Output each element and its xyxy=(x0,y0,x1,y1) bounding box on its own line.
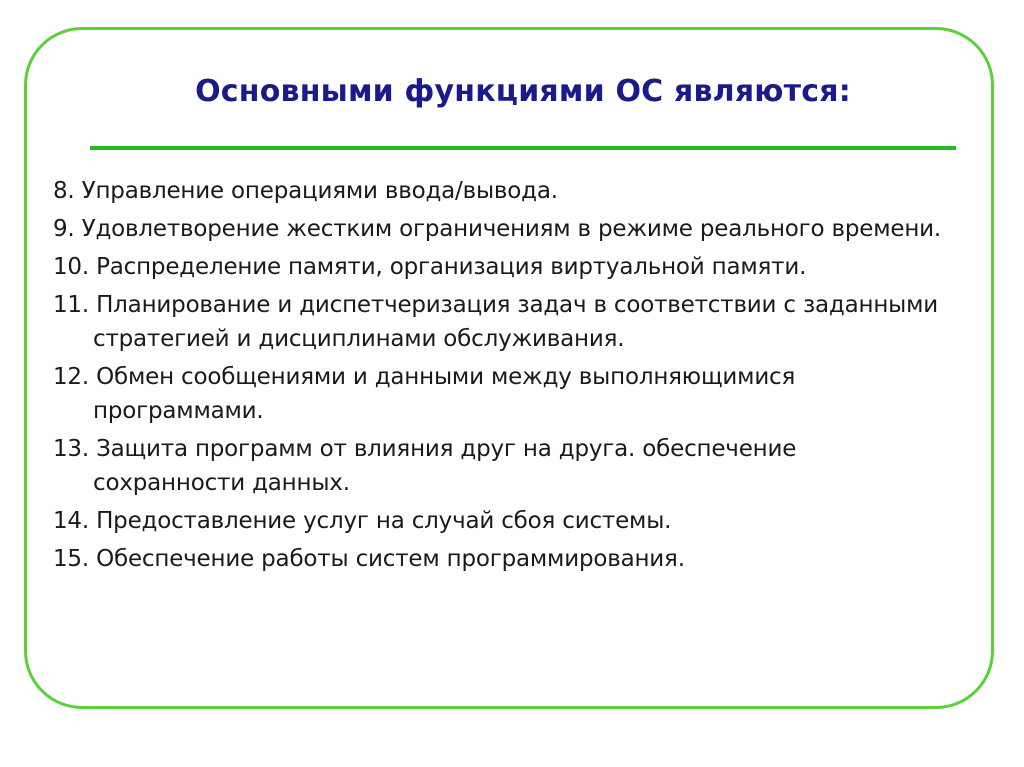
functions-list xyxy=(53,174,953,580)
slide-title: Основными функциями ОС являются: xyxy=(195,74,851,109)
list-item: 14. Предоставление услуг на случай сбоя системы. xyxy=(53,508,672,534)
list-item: 12. Обмен сообщениями и данными между выполняющимися программами. xyxy=(53,364,796,424)
list-item: 10. Распределение памяти, организация виртуальной памяти. xyxy=(53,254,807,280)
list-item: 8. Управление операциями ввода/вывода. xyxy=(53,178,558,204)
list-item: 13. Защита программ от влияния друг на друга. обеспечение сохранности данных. xyxy=(53,436,797,496)
list-item: 9. Удовлетворение жестким ограничениям в режиме реального времени. xyxy=(53,216,942,242)
list-item: 11. Планирование и диспетчеризация задач в соответствии с заданными стратегией и дисциплинами обслуживания. xyxy=(53,292,939,352)
title-divider xyxy=(90,146,956,150)
list-item: 15. Обеспечение работы систем программирования. xyxy=(53,546,685,572)
